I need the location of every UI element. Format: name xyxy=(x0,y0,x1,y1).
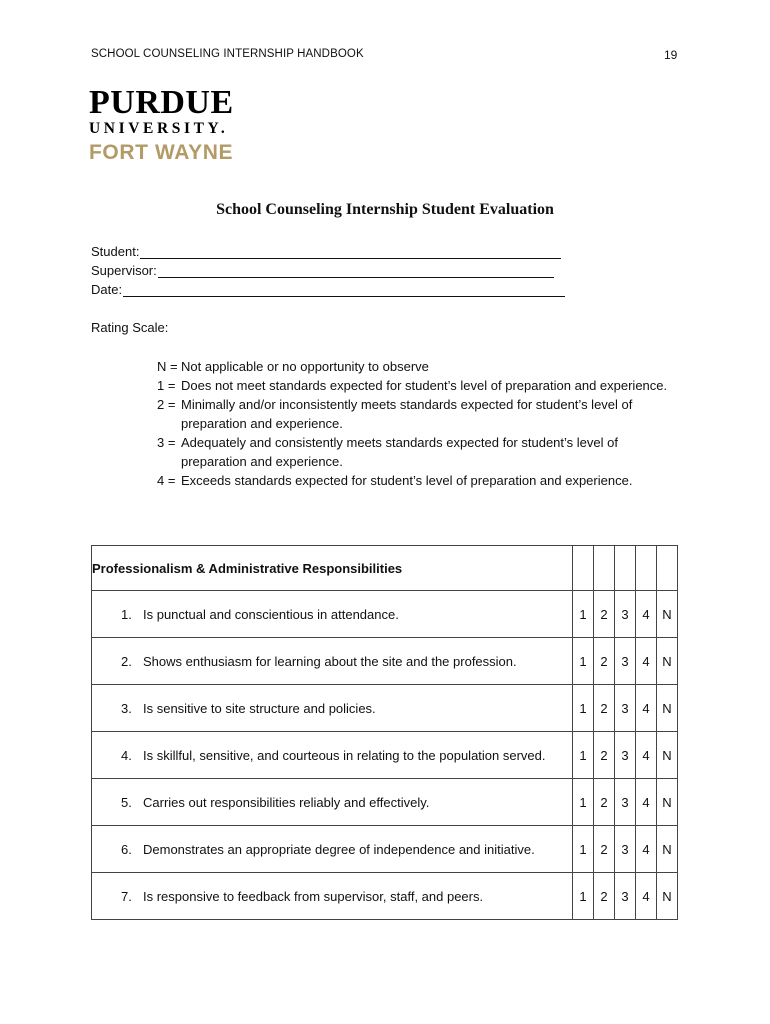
rating-scale-item xyxy=(91,395,691,433)
rating-option-n[interactable]: N xyxy=(657,779,678,826)
empty-header-cell xyxy=(657,546,678,591)
item-text: Is skillful, sensitive, and courteous in relating to the population served. xyxy=(143,747,546,763)
item-cell xyxy=(92,638,573,685)
rating-scale-item xyxy=(91,471,691,490)
purdue-fort-wayne-logo xyxy=(89,86,249,166)
rating-option-4[interactable]: 4 xyxy=(636,826,657,873)
item-text: Demonstrates an appropriate degree of independence and initiative. xyxy=(143,841,535,857)
rating-description: Minimally and/or inconsistently meets standards expected for student’s level of preparation and experience. xyxy=(181,397,633,431)
rating-scale-item xyxy=(91,376,691,395)
rating-option-1[interactable]: 1 xyxy=(573,591,594,638)
rating-option-1[interactable]: 1 xyxy=(573,779,594,826)
table-row xyxy=(92,638,678,685)
item-number: 1. xyxy=(121,606,132,622)
rating-description: Does not meet standards expected for student’s level of preparation and experience. xyxy=(181,378,668,393)
supervisor-blank-line[interactable] xyxy=(158,265,554,278)
rating-option-2[interactable]: 2 xyxy=(594,685,615,732)
rating-option-2[interactable]: 2 xyxy=(594,638,615,685)
rating-option-n[interactable]: N xyxy=(657,873,678,920)
logo-fort-wayne-text: FORT WAYNE xyxy=(89,141,234,164)
empty-header-cell xyxy=(573,546,594,591)
item-number: 2. xyxy=(121,653,132,669)
page-number: 19 xyxy=(664,48,678,62)
logo-purdue-text: PURDUE xyxy=(89,84,234,121)
empty-header-cell xyxy=(636,546,657,591)
rating-description: Adequately and consistently meets standards expected for student’s level of preparation and experience. xyxy=(181,435,618,469)
rating-option-2[interactable]: 2 xyxy=(594,779,615,826)
rating-option-n[interactable]: N xyxy=(657,638,678,685)
rating-description: Exceeds standards expected for student’s level of preparation and experience. xyxy=(181,473,633,488)
rating-option-1[interactable]: 1 xyxy=(573,826,594,873)
rating-option-4[interactable]: 4 xyxy=(636,873,657,920)
rating-option-4[interactable]: 4 xyxy=(636,638,657,685)
rating-option-4[interactable]: 4 xyxy=(636,732,657,779)
document-title: School Counseling Internship Student Evaluation xyxy=(216,201,554,218)
date-field[interactable] xyxy=(91,282,565,297)
rating-key: 1 = xyxy=(157,378,176,393)
table-row xyxy=(92,826,678,873)
rating-option-3[interactable]: 3 xyxy=(615,779,636,826)
date-blank-line[interactable] xyxy=(123,284,565,297)
table-row xyxy=(92,873,678,920)
rating-scale-label: Rating Scale: xyxy=(91,320,169,335)
student-blank-line[interactable] xyxy=(140,246,561,259)
rating-option-4[interactable]: 4 xyxy=(636,779,657,826)
rating-option-n[interactable]: N xyxy=(657,685,678,732)
item-cell xyxy=(92,732,573,779)
item-text: Is sensitive to site structure and policies. xyxy=(143,700,376,716)
rating-option-2[interactable]: 2 xyxy=(594,873,615,920)
rating-option-3[interactable]: 3 xyxy=(615,732,636,779)
rating-option-2[interactable]: 2 xyxy=(594,591,615,638)
rating-scale-item xyxy=(91,433,691,471)
rating-option-3[interactable]: 3 xyxy=(615,826,636,873)
rating-option-n[interactable]: N xyxy=(657,591,678,638)
rating-option-1[interactable]: 1 xyxy=(573,685,594,732)
item-number: 7. xyxy=(121,888,132,904)
rating-option-3[interactable]: 3 xyxy=(615,873,636,920)
student-label: Student: xyxy=(91,244,140,259)
rating-option-1[interactable]: 1 xyxy=(573,638,594,685)
empty-header-cell xyxy=(594,546,615,591)
item-cell xyxy=(92,826,573,873)
rating-option-3[interactable]: 3 xyxy=(615,685,636,732)
supervisor-field[interactable] xyxy=(91,263,554,278)
item-number: 4. xyxy=(121,747,132,763)
logo-university-text: UNIVERSITY. xyxy=(89,120,229,137)
rating-option-4[interactable]: 4 xyxy=(636,685,657,732)
rating-option-n[interactable]: N xyxy=(657,826,678,873)
table-header-row xyxy=(92,546,678,591)
rating-key: 4 = xyxy=(157,473,176,488)
item-cell xyxy=(92,685,573,732)
rating-key: N = xyxy=(157,359,178,374)
rating-option-1[interactable]: 1 xyxy=(573,873,594,920)
rating-option-2[interactable]: 2 xyxy=(594,732,615,779)
running-header: SCHOOL COUNSELING INTERNSHIP HANDBOOK xyxy=(91,48,364,60)
rating-option-n[interactable]: N xyxy=(657,732,678,779)
rating-option-1[interactable]: 1 xyxy=(573,732,594,779)
rating-description: Not applicable or no opportunity to observe xyxy=(181,359,429,374)
rating-option-4[interactable]: 4 xyxy=(636,591,657,638)
item-text: Is punctual and conscientious in attendance. xyxy=(143,606,399,622)
item-cell xyxy=(92,591,573,638)
table-row xyxy=(92,685,678,732)
section-heading: Professionalism & Administrative Responsibilities xyxy=(92,546,573,591)
item-number: 6. xyxy=(121,841,132,857)
empty-header-cell xyxy=(615,546,636,591)
supervisor-label: Supervisor: xyxy=(91,263,157,278)
rating-option-2[interactable]: 2 xyxy=(594,826,615,873)
rating-key: 2 = xyxy=(157,397,176,412)
evaluation-table xyxy=(91,545,678,920)
student-field[interactable] xyxy=(91,244,561,259)
item-text: Carries out responsibilities reliably and effectively. xyxy=(143,794,430,810)
table-row xyxy=(92,732,678,779)
rating-option-3[interactable]: 3 xyxy=(615,638,636,685)
item-number: 3. xyxy=(121,700,132,716)
item-text: Is responsive to feedback from supervisor, staff, and peers. xyxy=(143,888,484,904)
item-cell xyxy=(92,873,573,920)
item-cell xyxy=(92,779,573,826)
item-text: Shows enthusiasm for learning about the site and the profession. xyxy=(143,653,517,669)
rating-scale-list xyxy=(91,357,691,490)
rating-key: 3 = xyxy=(157,435,176,450)
date-label: Date: xyxy=(91,282,123,297)
item-number: 5. xyxy=(121,794,132,810)
table-row xyxy=(92,591,678,638)
rating-option-3[interactable]: 3 xyxy=(615,591,636,638)
table-row xyxy=(92,779,678,826)
rating-scale-item xyxy=(91,357,691,376)
